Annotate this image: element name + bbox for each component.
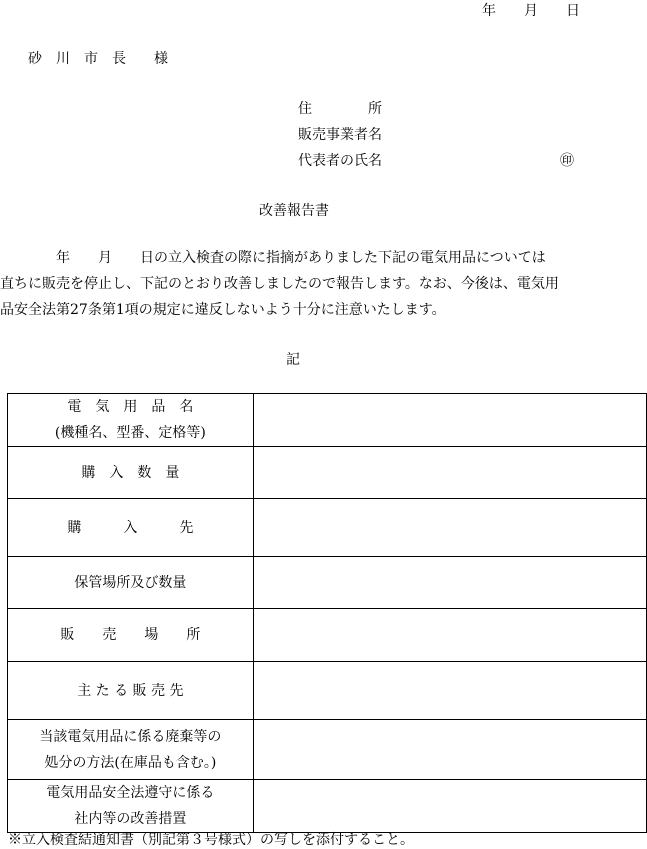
date-line: 年 月 日 [482, 3, 580, 19]
row-label [8, 720, 254, 780]
row-label-line-2: (機種名、型番、定格等) [54, 425, 206, 441]
ki-heading: 記 [286, 352, 300, 368]
addressee: 砂 川 市 長 様 [28, 51, 168, 67]
row-label-line-1: 電気用品安全法遵守に係る [46, 785, 215, 801]
body-text-line-1: 年 月 日の立入検査の際に指摘がありました下記の電気用品については [0, 250, 546, 266]
table-row [8, 609, 647, 662]
row-value-cell[interactable] [253, 499, 646, 557]
row-label [8, 394, 254, 447]
table-row [8, 394, 647, 447]
seal-mark: ㊞ [560, 153, 574, 169]
body-text-line-3: 品安全法第27条第1項の規定に違反しないよう十分に注意いたします。 [0, 302, 446, 318]
table-row [8, 447, 647, 499]
address-label: 住 所 [298, 101, 382, 117]
footnote: ※立入検査結通知書（別記第３号様式）の写しを添付すること。 [8, 832, 414, 848]
row-value-cell[interactable] [253, 780, 646, 833]
table-row [8, 662, 647, 720]
table-row [8, 780, 647, 833]
row-value-cell[interactable] [253, 662, 646, 720]
row-value-cell[interactable] [253, 394, 646, 447]
row-value-cell[interactable] [253, 447, 646, 499]
row-label-line-2: 処分の方法(在庫品も含む。) [44, 754, 217, 771]
row-label: 主 た る 販 売 先 [8, 662, 254, 720]
row-label: 購 入 数 量 [8, 447, 254, 499]
company-name-label: 販売事業者名 [298, 127, 382, 143]
row-label-line-1: 当該電気用品に係る廃棄等の [39, 728, 222, 745]
row-label: 保管場所及び数量 [8, 557, 254, 609]
row-label: 購 入 先 [8, 499, 254, 557]
table-row [8, 557, 647, 609]
items-table [7, 393, 647, 833]
table-row [8, 499, 647, 557]
row-value-cell[interactable] [253, 557, 646, 609]
document-title: 改善報告書 [259, 203, 329, 219]
row-label-line-2: 社内等の改善措置 [74, 811, 187, 827]
representative-name-label: 代表者の氏名 [298, 153, 382, 169]
row-label [8, 780, 254, 833]
row-label-line-1: 電 気 用 品 名 [67, 399, 194, 415]
row-value-cell[interactable] [253, 609, 646, 662]
table-row [8, 720, 647, 780]
row-value-cell[interactable] [253, 720, 646, 780]
row-label: 販 売 場 所 [8, 609, 254, 662]
body-text-line-2: 直ちに販売を停止し、下記のとおり改善しましたので報告します。なお、今後は、電気用 [0, 276, 559, 292]
